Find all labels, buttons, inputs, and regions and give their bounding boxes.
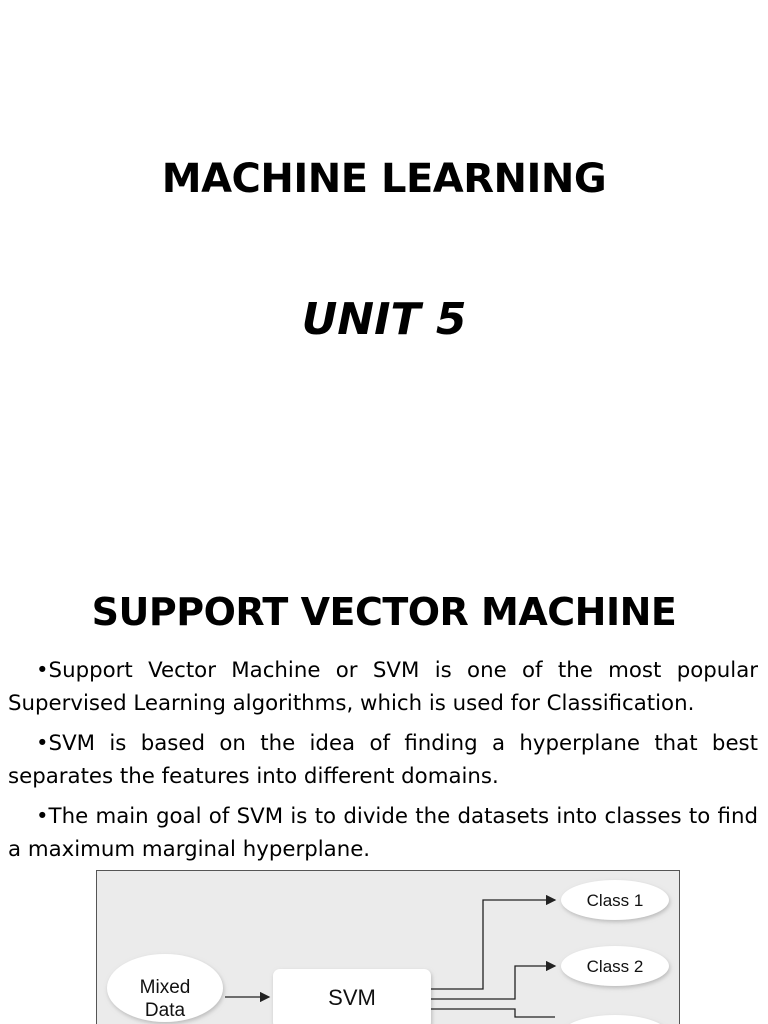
slide-title: MACHINE LEARNING xyxy=(161,156,607,202)
mixed-data-node xyxy=(107,954,223,1022)
svm-label: SVM xyxy=(328,985,376,1010)
class2-node xyxy=(561,946,669,986)
class3-connector xyxy=(431,1009,555,1017)
class1-label: Class 1 xyxy=(586,891,644,910)
svm-diagram-svg xyxy=(97,871,679,1024)
class2-connector xyxy=(431,966,555,999)
bullet-item: •SVM is based on the idea of finding a hyperplane that best separates the features into different domains. xyxy=(8,731,758,789)
class1-node xyxy=(561,880,669,920)
class1-connector xyxy=(431,900,555,989)
svm-diagram xyxy=(96,870,680,1024)
class3-node xyxy=(561,1015,669,1024)
bullet-item: •Support Vector Machine or SVM is one of the most popular Supervised Learning algorithms, which is used for Classification. xyxy=(8,658,758,716)
svm-node xyxy=(273,969,431,1024)
mixed-data-label-line2: Data xyxy=(144,1000,186,1021)
bullet-list xyxy=(8,654,758,873)
svm-title: SUPPORT VECTOR MACHINE xyxy=(91,590,677,634)
class2-label: Class 2 xyxy=(586,957,644,976)
unit-heading: UNIT 5 xyxy=(301,294,467,345)
bullet-item: •The main goal of SVM is to divide the datasets into classes to find a maximum marginal hyperplane. xyxy=(8,804,758,862)
mixed-data-label-line1: Mixed xyxy=(139,977,191,998)
